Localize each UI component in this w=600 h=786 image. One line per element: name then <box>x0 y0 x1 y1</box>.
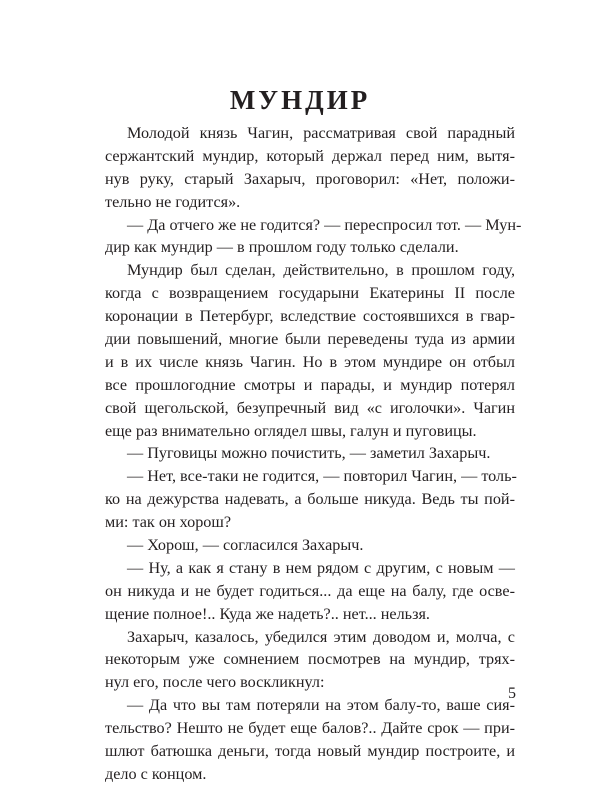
page-number: 5 <box>508 685 516 702</box>
text-line: шлют батюшка деньги, тогда новый мундир построите, и <box>105 742 515 761</box>
text-line: он никуда и не будет годиться... да еще на балу, где освe- <box>105 581 515 600</box>
text-line: — Нет, все-таки не годится, — повторил Чагин, — толь- <box>127 467 517 486</box>
text-line: нул его, после чего воскликнул: <box>105 673 325 692</box>
text-line: дир как мундир — в прошлом году только сделали. <box>105 238 459 257</box>
text-line: когда с возвращением государыни Екатерины II после <box>105 284 515 303</box>
text-line: Молодой князь Чагин, рассматривая свой парадный <box>127 124 515 142</box>
text-line: — Да что вы там потеряли на этом балу-то, ваше сия- <box>127 696 515 715</box>
text-line: дии повышений, многие были переведены туда из армии <box>105 330 515 349</box>
text-line: еще раз внимательно оглядел швы, галун и пуговицы. <box>105 421 477 440</box>
text-line: — Да отчего же не годится? — переспросил тот. — Мун- <box>127 215 522 234</box>
text-line: ми: так он хорош? <box>105 513 232 532</box>
text-line: свой щегольской, безупречный вид «с иголочки». Чагин <box>105 398 515 417</box>
text-line: — Хорош, — согласился Захарыч. <box>127 536 364 555</box>
text-line: все прошлогодние смотры и парады, и мундир потерял <box>105 375 515 394</box>
text-line: щение полное!.. Куда же надеть?.. нет... нельзя. <box>105 604 430 623</box>
text-line: — Ну, а как я стану в нем рядом с другим, с новым — <box>127 558 515 577</box>
chapter-title: МУНДИР <box>229 85 371 115</box>
text-line: некоторым уже сомнением посмотрев на мундир, тряx- <box>105 650 515 669</box>
text-line: сержантский мундир, который держал перед ним, вытя- <box>105 146 515 165</box>
text-line: Мундир был сделан, действительно, в прошлом году, <box>127 261 515 280</box>
text-line: тельно не годится». <box>105 192 241 211</box>
text-line: коронации в Петербург, вследствие состоявшихся в гвар- <box>105 307 515 326</box>
text-line: дело с концом. <box>105 764 207 783</box>
text-line: ко на дежурства надевать, а больше никуда. Ведь ты пой- <box>105 490 515 509</box>
text-line: нув руку, старый Захарыч, проговорил: «Нет, положи- <box>105 169 515 188</box>
text-line: и в их числе князь Чагин. Но в этом мундире он отбыл <box>105 352 515 371</box>
body-text <box>105 122 522 786</box>
text-line: — Пуговицы можно почистить, — заметил Захарыч. <box>127 444 491 463</box>
text-line: тельство? Нешто не будет еще балов?.. Дайте срок — при- <box>105 719 515 738</box>
text-line: Захарыч, казалось, убедился этим доводом и, молча, с <box>127 627 515 646</box>
